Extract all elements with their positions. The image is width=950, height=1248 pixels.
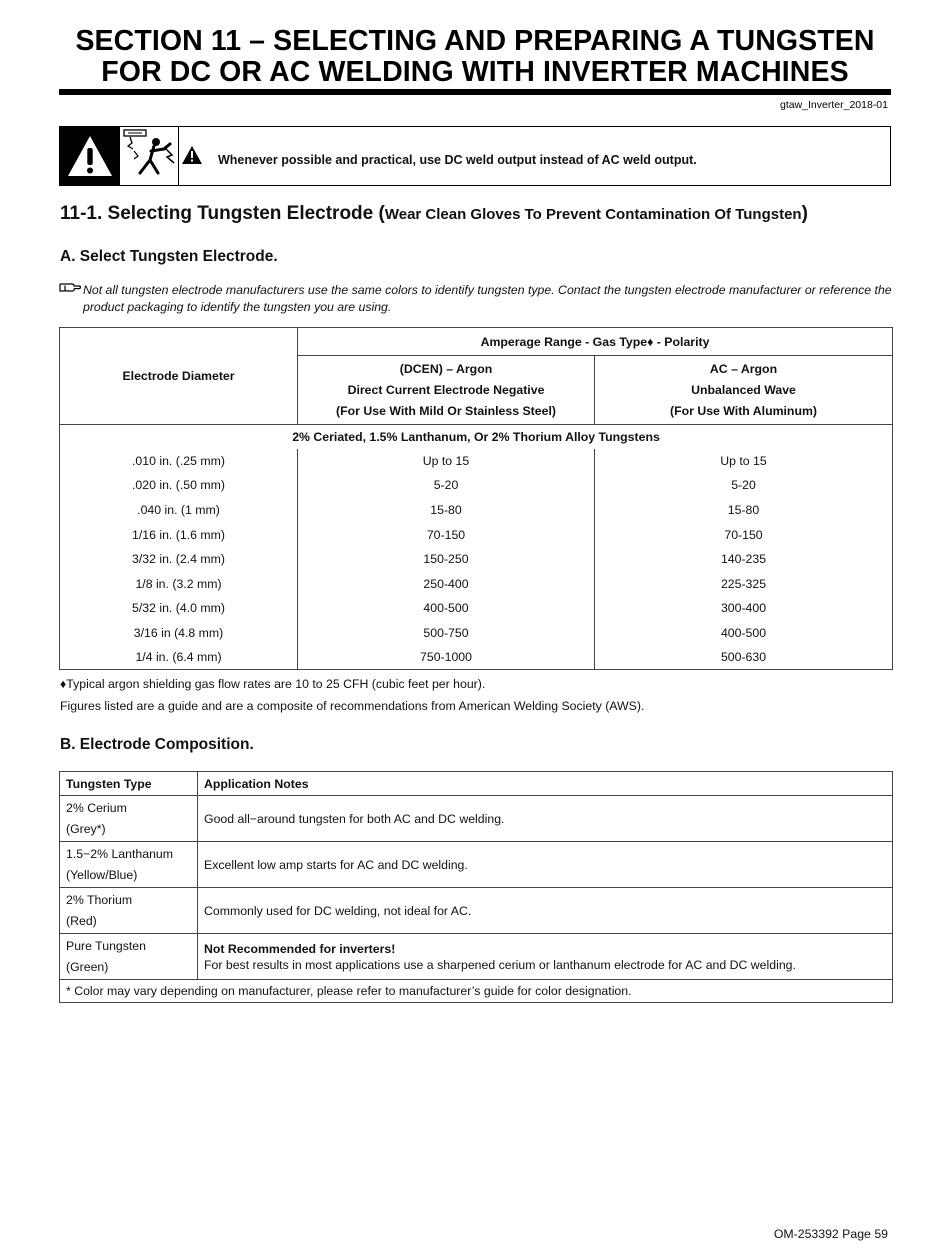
small-warning-triangle-icon [181, 145, 203, 165]
cell-ac-range: 5-20 [595, 473, 893, 498]
column-header-ac-argon [595, 356, 893, 425]
section-title-line-1: SECTION 11 – SELECTING AND PREPARING A TUNGSTEN [75, 25, 875, 57]
amperage-range-table [59, 327, 893, 670]
cell-ac-range: Up to 15 [595, 449, 893, 474]
warning-text: Whenever possible and practical, use DC weld output instead of AC weld output. [218, 153, 697, 167]
ac-header-line-3: (For Use With Aluminum) [670, 403, 817, 418]
cell-diameter: .010 in. (.25 mm) [60, 449, 298, 474]
cell-application-notes [198, 888, 893, 934]
table-row [60, 473, 893, 498]
tungsten-type-name: 2% Cerium [66, 800, 127, 815]
table-row [60, 596, 893, 621]
warning-triangle-icon [60, 127, 120, 185]
cell-diameter: 3/16 in (4.8 mm) [60, 621, 298, 646]
table-row [60, 842, 893, 888]
gas-flow-footnote: ♦Typical argon shielding gas flow rates are 10 to 25 CFH (cubic feet per hour). [60, 677, 486, 691]
subsection-subtitle: Wear Clean Gloves To Prevent Contamination Of Tungsten [384, 206, 802, 223]
subsection-paren-close: ) [801, 203, 808, 224]
table-row [60, 547, 893, 572]
cell-diameter: 1/4 in. (6.4 mm) [60, 645, 298, 670]
table-row [60, 571, 893, 596]
table-row [60, 449, 893, 474]
cell-application-notes [198, 796, 893, 842]
cell-ac-range: 300-400 [595, 596, 893, 621]
table-row [60, 522, 893, 547]
dcen-header-line-2: Direct Current Electrode Negative [347, 382, 545, 397]
cell-dcen-range: 400-500 [298, 596, 595, 621]
welder-shock-hazard-icon [120, 127, 179, 185]
title-rule [59, 89, 891, 95]
tungsten-color: (Red) [66, 913, 97, 928]
ac-header-line-2: Unbalanced Wave [691, 382, 796, 397]
cell-diameter: .040 in. (1 mm) [60, 498, 298, 523]
subsection-heading [60, 203, 808, 225]
table-row [60, 934, 893, 980]
section-title-line-2: FOR DC OR AC WELDING WITH INVERTER MACHINES [101, 56, 849, 88]
safety-warning-box [59, 126, 891, 186]
table-group-row [60, 425, 893, 449]
table-row [60, 796, 893, 842]
application-note-text: Good all−around tungsten for both AC and DC welding. [204, 811, 505, 826]
cell-ac-range: 140-235 [595, 547, 893, 572]
tungsten-color-note: Not all tungsten electrode manufacturers use the same colors to identify tungsten type. Contact the tungsten electrode manufacturer or reference the product packaging to identify the tungsten you are using. [83, 283, 892, 314]
cell-ac-range: 225-325 [595, 571, 893, 596]
application-note-text: Excellent low amp starts for AC and DC welding. [204, 857, 468, 872]
cell-dcen-range: 70-150 [298, 522, 595, 547]
tungsten-color: (Yellow/Blue) [66, 867, 138, 882]
cell-dcen-range: Up to 15 [298, 449, 595, 474]
column-header-amperage-range: Amperage Range - Gas Type♦ - Polarity [298, 328, 893, 356]
table-row [60, 621, 893, 646]
color-footnote: * Color may vary depending on manufacturer, please refer to manufacturer’s guide for color designation. [60, 980, 893, 1003]
tungsten-color: (Grey*) [66, 821, 106, 836]
cell-ac-range: 15-80 [595, 498, 893, 523]
section-title [59, 26, 891, 88]
cell-dcen-range: 500-750 [298, 621, 595, 646]
subsection-paren-open: ( [373, 203, 385, 224]
cell-diameter: 1/8 in. (3.2 mm) [60, 571, 298, 596]
table-row [60, 888, 893, 934]
application-note-text: Commonly used for DC welding, not ideal for AC. [204, 903, 472, 918]
page-number: OM-253392 Page 59 [773, 1227, 888, 1241]
cell-application-notes [198, 934, 893, 980]
dcen-header-line-3: (For Use With Mild Or Stainless Steel) [336, 403, 556, 418]
cell-diameter: 1/16 in. (1.6 mm) [60, 522, 298, 547]
aws-footnote: Figures listed are a guide and are a composite of recommendations from American Welding Society (AWS). [60, 699, 645, 713]
part-b-heading: B. Electrode Composition. [60, 736, 254, 753]
dcen-header-line-1: (DCEN) – Argon [399, 361, 493, 376]
cell-dcen-range: 15-80 [298, 498, 595, 523]
cell-ac-range: 500-630 [595, 645, 893, 670]
composition-rows [60, 796, 893, 980]
amperage-rows [60, 449, 893, 670]
column-header-electrode-diameter: Electrode Diameter [60, 328, 298, 425]
pointing-hand-icon [59, 280, 81, 299]
table-row [60, 498, 893, 523]
column-header-application-notes: Application Notes [198, 772, 893, 796]
tungsten-color: (Green) [66, 959, 109, 974]
alloy-group-label: 2% Ceriated, 1.5% Lanthanum, Or 2% Thorium Alloy Tungstens [60, 425, 893, 449]
cell-tungsten-type [60, 934, 198, 980]
composition-header-row [60, 772, 893, 796]
cell-ac-range: 70-150 [595, 522, 893, 547]
cell-tungsten-type [60, 796, 198, 842]
cell-dcen-range: 250-400 [298, 571, 595, 596]
part-a-heading: A. Select Tungsten Electrode. [60, 248, 278, 265]
cell-tungsten-type [60, 842, 198, 888]
column-header-tungsten-type: Tungsten Type [60, 772, 198, 796]
tungsten-type-name: Pure Tungsten [66, 938, 146, 953]
composition-footnote-row [60, 980, 893, 1003]
cell-diameter: 3/32 in. (2.4 mm) [60, 547, 298, 572]
table-row [60, 645, 893, 670]
cell-dcen-range: 750-1000 [298, 645, 595, 670]
ac-header-line-1: AC – Argon [709, 361, 778, 376]
document-code: gtaw_Inverter_2018-01 [780, 99, 888, 111]
application-note-text: For best results in most applications use a sharpened cerium or lanthanum electrode for AC and DC welding. [204, 957, 796, 972]
cell-dcen-range: 5-20 [298, 473, 595, 498]
cell-tungsten-type [60, 888, 198, 934]
cell-diameter: .020 in. (.50 mm) [60, 473, 298, 498]
electrode-composition-table [59, 771, 893, 1003]
table-header-row [60, 328, 893, 356]
tungsten-type-name: 1.5−2% Lanthanum [66, 846, 173, 861]
application-warning: Not Recommended for inverters! [204, 941, 396, 956]
cell-application-notes [198, 842, 893, 888]
column-header-dcen-argon [298, 356, 595, 425]
tungsten-type-name: 2% Thorium [66, 892, 133, 907]
cell-diameter: 5/32 in. (4.0 mm) [60, 596, 298, 621]
cell-ac-range: 400-500 [595, 621, 893, 646]
subsection-title: 11-1. Selecting Tungsten Electrode [60, 203, 374, 224]
cell-dcen-range: 150-250 [298, 547, 595, 572]
